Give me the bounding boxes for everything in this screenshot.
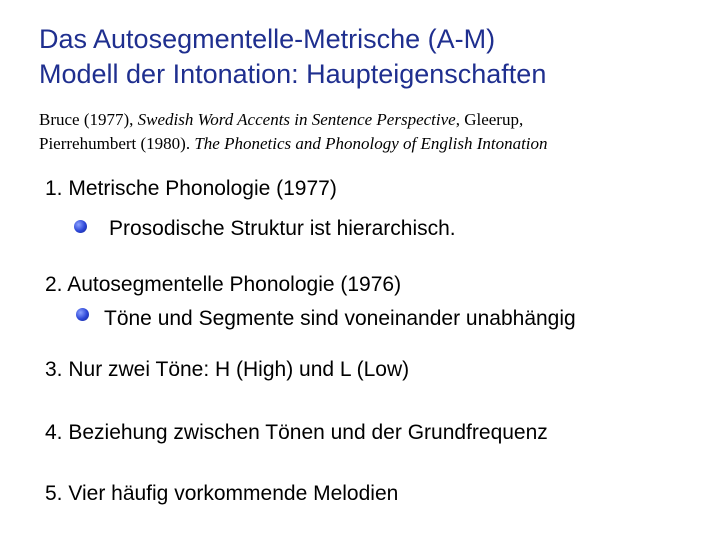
slide-title (39, 22, 699, 92)
slide-title-line-1: Das Autosegmentelle-Metrische (A-M) (39, 24, 496, 54)
list-item-2: 2. Autosegmentelle Phonologie (1976) (45, 273, 402, 296)
reference-author: Pierrehumbert (1980). (39, 134, 195, 153)
reference-pierrehumbert (39, 132, 699, 156)
reference-author: Bruce (1977), (39, 110, 138, 129)
list-item-1-sub: Prosodische Struktur ist hierarchisch. (109, 217, 456, 240)
list-item-5: 5. Vier häufig vorkommende Melodien (45, 482, 399, 505)
reference-work: Swedish Word Accents in Sentence Perspective (137, 110, 456, 129)
list-item-2-sub: Töne und Segmente sind voneinander unabhängig (104, 307, 576, 330)
references (39, 108, 699, 156)
list-item-3: 3. Nur zwei Töne: H (High) und L (Low) (45, 358, 410, 381)
reference-work: The Phonetics and Phonology of English Intonation (194, 134, 548, 153)
list-item-4: 4. Beziehung zwischen Tönen und der Grundfrequenz (45, 421, 548, 444)
reference-bruce (39, 108, 699, 132)
bullet-icon (74, 220, 87, 233)
bullet-icon (76, 308, 89, 321)
reference-rest: , Gleerup, (455, 110, 524, 129)
list-item-1: 1. Metrische Phonologie (1977) (45, 177, 337, 200)
slide-title-line-2: Modell der Intonation: Haupteigenschaften (39, 59, 547, 89)
